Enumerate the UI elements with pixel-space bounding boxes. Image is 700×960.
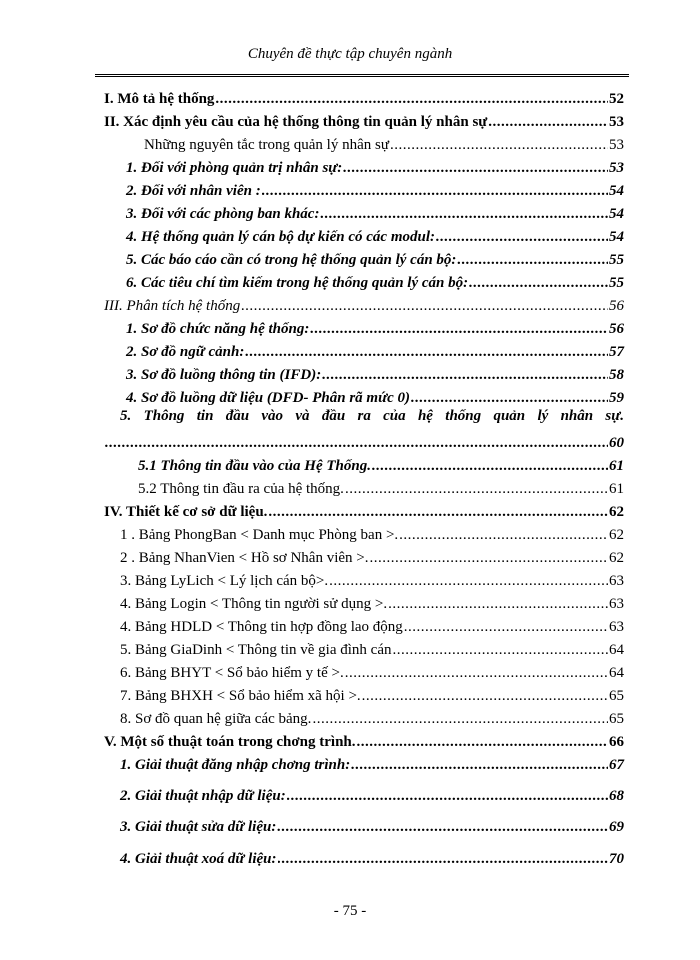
toc-entry-26[interactable] xyxy=(120,685,624,705)
toc-entry-text: 3. Giải thuật sửa dữ liệu: xyxy=(120,819,277,835)
leader-dots xyxy=(329,572,608,590)
toc-entry-page: 64 xyxy=(609,665,624,681)
leader-dots xyxy=(388,595,608,613)
leader-dots xyxy=(469,274,608,292)
toc-entry-32[interactable] xyxy=(120,848,624,868)
toc-entry-7[interactable] xyxy=(126,226,624,246)
leader-dots xyxy=(345,664,608,682)
toc-entry-page: 54 xyxy=(609,229,624,245)
toc-entry-3[interactable] xyxy=(144,134,624,154)
leader-dots xyxy=(241,297,608,315)
leader-dots xyxy=(457,251,608,269)
toc-entry-30[interactable] xyxy=(120,785,624,805)
toc-entry-23[interactable] xyxy=(120,616,624,636)
toc-entry-page: 61 xyxy=(609,481,624,497)
toc-entry-page: 67 xyxy=(609,757,624,773)
toc-entry-1[interactable] xyxy=(104,88,624,108)
toc-entry-27[interactable] xyxy=(120,708,624,728)
toc-entry-text: 2. Sơ đồ ngữ cảnh: xyxy=(126,344,245,360)
toc-entry-text: IV. Thiết kế cơ sở dữ liệu. xyxy=(104,504,268,520)
toc-entry-page: 54 xyxy=(609,206,624,222)
toc-entry-25[interactable] xyxy=(120,662,624,682)
toc-entry-text: 5. Bảng GiaDinh < Thông tin về gia đình cán xyxy=(120,642,392,658)
toc-entry-page: 53 xyxy=(609,114,624,130)
toc-entry-text: 2. Đối với nhân viên : xyxy=(126,183,261,199)
toc-entry-page: 62 xyxy=(609,550,624,566)
toc-entry-page: 55 xyxy=(609,275,624,291)
toc-entry-text: 4. Hệ thống quản lý cán bộ dự kiến có các modul: xyxy=(126,229,435,245)
toc-entry-text: 4. Bảng HDLD < Thông tin hợp đồng lao động xyxy=(120,619,403,635)
leader-dots xyxy=(215,90,608,108)
toc-entry-8[interactable] xyxy=(126,249,624,269)
toc-entry-24[interactable] xyxy=(120,639,624,659)
leader-dots xyxy=(312,710,608,728)
page-header: Chuyên đề thực tập chuyên ngành xyxy=(247,46,453,62)
leader-dots xyxy=(278,850,608,868)
toc-entry-page: 57 xyxy=(609,344,624,360)
toc-entry-4[interactable] xyxy=(126,157,624,177)
toc-entry-text: 7. Bảng BHXH < Sổ bảo hiểm xã hội >. xyxy=(120,688,361,704)
toc-entry-page: 63 xyxy=(609,619,624,635)
toc-entry-page: 68 xyxy=(609,788,624,804)
toc-entry-22[interactable] xyxy=(120,593,624,613)
toc-entry-14[interactable] xyxy=(126,387,624,407)
leader-dots xyxy=(322,366,608,384)
toc-entry-text: 5.2 Thông tin đầu ra của hệ thống. xyxy=(138,481,344,497)
toc-entry-text: 1. Sơ đồ chức năng hệ thống: xyxy=(126,321,310,337)
toc-entry-page: 55 xyxy=(609,252,624,268)
header-rule xyxy=(95,74,629,77)
toc-entry-text: 1 . Bảng PhongBan < Danh mục Phòng ban >. xyxy=(120,527,399,543)
toc-entry-text: 1. Đối với phòng quản trị nhân sự: xyxy=(126,160,343,176)
toc-entry-text: 2 . Bảng NhanVien < Hồ sơ Nhân viên >. xyxy=(120,550,369,566)
toc-entry-page: 65 xyxy=(609,688,624,704)
toc-entry-text: 4. Bảng Login < Thông tin người sử dụng >. xyxy=(120,596,388,612)
toc-entry-page: 54 xyxy=(609,183,624,199)
toc-entry-page: 53 xyxy=(609,160,624,176)
leader-dots xyxy=(105,434,608,452)
toc-entry-15[interactable]: 5. Thông tin đầu vào và đầu ra của hệ thống quản lý nhân sự. xyxy=(120,408,624,424)
leader-dots xyxy=(404,618,608,636)
leader-dots xyxy=(370,549,609,567)
toc-entry-page: 63 xyxy=(609,573,624,589)
toc-entry-10[interactable] xyxy=(104,295,624,315)
leader-dots xyxy=(362,687,608,705)
toc-entry-text: 6. Bảng BHYT < Sổ bảo hiểm y tế >. xyxy=(120,665,344,681)
leader-dots xyxy=(411,389,608,407)
leader-dots xyxy=(268,503,608,521)
toc-entry-page: 60 xyxy=(609,435,624,451)
leader-dots xyxy=(351,756,608,774)
leader-dots xyxy=(320,205,608,223)
toc-entry-21[interactable] xyxy=(120,570,624,590)
toc-entry-page: 63 xyxy=(609,596,624,612)
leader-dots xyxy=(392,641,608,659)
toc-entry-text: V. Một số thuật toán trong chơng trình. xyxy=(104,734,356,750)
toc-entry-text: 2. Giải thuật nhập dữ liệu: xyxy=(120,788,286,804)
toc-entry-text: Những nguyên tắc trong quản lý nhân sự xyxy=(144,137,389,153)
toc-entry-17[interactable] xyxy=(138,478,624,498)
toc-entry-page: 59 xyxy=(609,390,624,406)
toc-entry-text: 5. Các báo cáo cần có trong hệ thống quản lý cán bộ: xyxy=(126,252,457,268)
toc-entry-page: 65 xyxy=(609,711,624,727)
leader-dots xyxy=(357,733,608,751)
leader-dots xyxy=(345,480,608,498)
toc-entry-page: 56 xyxy=(609,298,624,314)
toc-entry-page: 52 xyxy=(609,91,624,107)
toc-entry-29[interactable] xyxy=(120,754,624,774)
leader-dots xyxy=(310,320,608,338)
toc-entry-text: 5.1 Thông tin đầu vào của Hệ Thống. xyxy=(138,458,371,474)
toc-entry-text: 8. Sơ đồ quan hệ giữa các bảng. xyxy=(120,711,312,727)
toc-entry-31[interactable] xyxy=(120,816,624,836)
toc-entry-13[interactable] xyxy=(126,364,624,384)
leader-dots xyxy=(399,526,608,544)
toc-entry-text: 3. Bảng LyLich < Lý lịch cán bộ>. xyxy=(120,573,329,589)
leader-dots xyxy=(343,159,608,177)
toc-entry-text: 1. Giải thuật đăng nhập chơng trình: xyxy=(120,757,351,773)
toc-entry-page: 56 xyxy=(609,321,624,337)
leader-dots xyxy=(436,228,608,246)
toc-entry-text: III. Phân tích hệ thống xyxy=(104,298,241,314)
toc-entry-page: 70 xyxy=(609,851,624,867)
toc-entry-page: 58 xyxy=(609,367,624,383)
toc-entry-28[interactable] xyxy=(104,731,624,751)
toc-entry-16[interactable] xyxy=(138,455,624,475)
toc-entry-12[interactable] xyxy=(126,341,624,361)
toc-entry-19[interactable] xyxy=(120,524,624,544)
toc-entry-text: 3. Đối với các phòng ban khác: xyxy=(126,206,320,222)
toc-entry-page: 62 xyxy=(609,527,624,543)
toc-entry-page: 61 xyxy=(609,458,624,474)
toc-entry-5[interactable] xyxy=(126,180,624,200)
leader-dots xyxy=(287,787,608,805)
toc-entry-2[interactable] xyxy=(104,111,624,131)
leader-dots xyxy=(245,343,608,361)
toc-entry-page: 64 xyxy=(609,642,624,658)
toc-entry-text: I. Mô tả hệ thống xyxy=(104,91,215,107)
leader-dots xyxy=(372,457,608,475)
toc-entry-9[interactable] xyxy=(126,272,624,292)
leader-dots xyxy=(262,182,608,200)
leader-dots xyxy=(390,136,608,154)
toc-entry-text: 4. Sơ đồ luồng dữ liệu (DFD- Phân rã mức 0) xyxy=(126,390,410,406)
toc-entry-text: 6. Các tiêu chí tìm kiếm trong hệ thống quản lý cán bộ: xyxy=(126,275,469,291)
page-number: - 75 - xyxy=(333,903,367,919)
toc-entry-page: 66 xyxy=(609,734,624,750)
toc-entry-page: 62 xyxy=(609,504,624,520)
leader-dots xyxy=(277,818,608,836)
toc-entry-text: II. Xác định yêu cầu của hệ thống thông tin quản lý nhân sự xyxy=(104,114,488,130)
toc-entry-text: 3. Sơ đồ luồng thông tin (IFD): xyxy=(126,367,322,383)
toc-entry-text: 4. Giải thuật xoá dữ liệu: xyxy=(120,851,277,867)
toc-entry-11[interactable] xyxy=(126,318,624,338)
leader-dots xyxy=(488,113,608,131)
toc-entry-6[interactable] xyxy=(126,203,624,223)
toc-entry-page: 53 xyxy=(609,137,624,153)
toc-entry-15-continuation xyxy=(104,432,624,452)
toc-entry-18[interactable] xyxy=(104,501,624,521)
toc-entry-page: 69 xyxy=(609,819,624,835)
toc-entry-20[interactable] xyxy=(120,547,624,567)
